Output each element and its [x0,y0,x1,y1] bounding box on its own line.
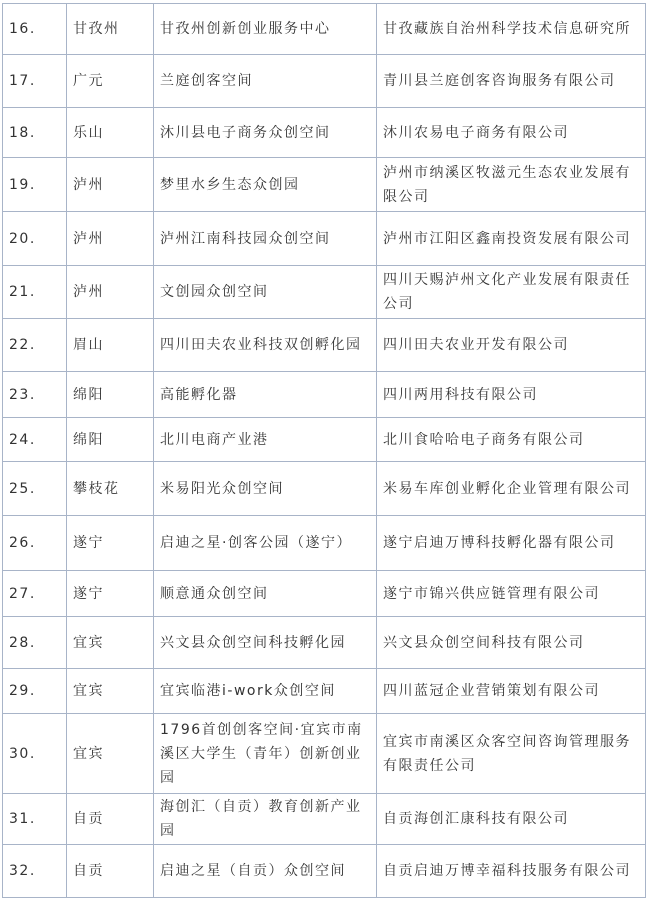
table-row [3,4,646,55]
table-row [3,108,646,158]
table-row [3,516,646,571]
table-row [3,418,646,462]
table-row [3,55,646,108]
operator-cell: 青川县兰庭创客咨询服务有限公司 [377,55,646,108]
city-cell: 绵阳 [67,418,154,462]
operator-cell: 北川食哈哈电子商务有限公司 [377,418,646,462]
row-number-cell: 26. [3,516,67,571]
document-page [0,3,648,905]
space-name-cell: 1796首创创客空间·宜宾市南溪区大学生（青年）创新创业园 [154,714,377,794]
row-number-cell: 16. [3,4,67,55]
city-cell: 绵阳 [67,372,154,418]
city-cell: 攀枝花 [67,462,154,516]
operator-cell: 遂宁市锦兴供应链管理有限公司 [377,571,646,617]
space-name-cell: 顺意通众创空间 [154,571,377,617]
city-cell: 甘孜州 [67,4,154,55]
space-name-cell: 甘孜州创新创业服务中心 [154,4,377,55]
space-name-cell: 海创汇（自贡）教育创新产业园 [154,794,377,845]
row-number-cell: 30. [3,714,67,794]
operator-cell: 四川田夫农业开发有限公司 [377,319,646,372]
city-cell: 遂宁 [67,571,154,617]
table-row [3,714,646,794]
row-number-cell: 22. [3,319,67,372]
table-row [3,319,646,372]
table-row [3,372,646,418]
table-body [3,4,646,898]
space-name-cell: 四川田夫农业科技双创孵化园 [154,319,377,372]
space-name-cell: 米易阳光众创空间 [154,462,377,516]
table-row [3,158,646,212]
operator-cell: 泸州市纳溪区牧滋元生态农业发展有限公司 [377,158,646,212]
row-number-cell: 24. [3,418,67,462]
space-name-cell: 兴文县众创空间科技孵化园 [154,617,377,669]
incubator-table [2,3,646,898]
row-number-cell: 32. [3,845,67,898]
space-name-cell: 启迪之星·创客公园（遂宁） [154,516,377,571]
space-name-cell: 宜宾临港i-work众创空间 [154,669,377,714]
space-name-cell: 泸州江南科技园众创空间 [154,212,377,266]
row-number-cell: 31. [3,794,67,845]
row-number-cell: 28. [3,617,67,669]
row-number-cell: 29. [3,669,67,714]
operator-cell: 沐川农易电子商务有限公司 [377,108,646,158]
row-number-cell: 19. [3,158,67,212]
space-name-cell: 兰庭创客空间 [154,55,377,108]
city-cell: 宜宾 [67,617,154,669]
city-cell: 泸州 [67,266,154,319]
table-row [3,845,646,898]
space-name-cell: 高能孵化器 [154,372,377,418]
city-cell: 宜宾 [67,669,154,714]
city-cell: 自贡 [67,794,154,845]
table-row [3,266,646,319]
row-number-cell: 18. [3,108,67,158]
city-cell: 自贡 [67,845,154,898]
operator-cell: 米易车库创业孵化企业管理有限公司 [377,462,646,516]
operator-cell: 宜宾市南溪区众客空间咨询管理服务有限责任公司 [377,714,646,794]
row-number-cell: 20. [3,212,67,266]
operator-cell: 甘孜藏族自治州科学技术信息研究所 [377,4,646,55]
table-row [3,617,646,669]
space-name-cell: 梦里水乡生态众创园 [154,158,377,212]
table-row [3,571,646,617]
space-name-cell: 沐川县电子商务众创空间 [154,108,377,158]
space-name-cell: 北川电商产业港 [154,418,377,462]
operator-cell: 四川两用科技有限公司 [377,372,646,418]
row-number-cell: 27. [3,571,67,617]
space-name-cell: 启迪之星（自贡）众创空间 [154,845,377,898]
row-number-cell: 23. [3,372,67,418]
city-cell: 宜宾 [67,714,154,794]
table-row [3,669,646,714]
table-row [3,794,646,845]
table-row [3,462,646,516]
table-row [3,212,646,266]
operator-cell: 遂宁启迪万博科技孵化器有限公司 [377,516,646,571]
city-cell: 广元 [67,55,154,108]
city-cell: 乐山 [67,108,154,158]
operator-cell: 自贡海创汇康科技有限公司 [377,794,646,845]
row-number-cell: 21. [3,266,67,319]
operator-cell: 泸州市江阳区鑫南投资发展有限公司 [377,212,646,266]
row-number-cell: 25. [3,462,67,516]
city-cell: 泸州 [67,212,154,266]
city-cell: 眉山 [67,319,154,372]
operator-cell: 四川天赐泸州文化产业发展有限责任公司 [377,266,646,319]
city-cell: 遂宁 [67,516,154,571]
operator-cell: 兴文县众创空间科技有限公司 [377,617,646,669]
row-number-cell: 17. [3,55,67,108]
operator-cell: 四川蓝冠企业营销策划有限公司 [377,669,646,714]
space-name-cell: 文创园众创空间 [154,266,377,319]
operator-cell: 自贡启迪万博幸福科技服务有限公司 [377,845,646,898]
city-cell: 泸州 [67,158,154,212]
